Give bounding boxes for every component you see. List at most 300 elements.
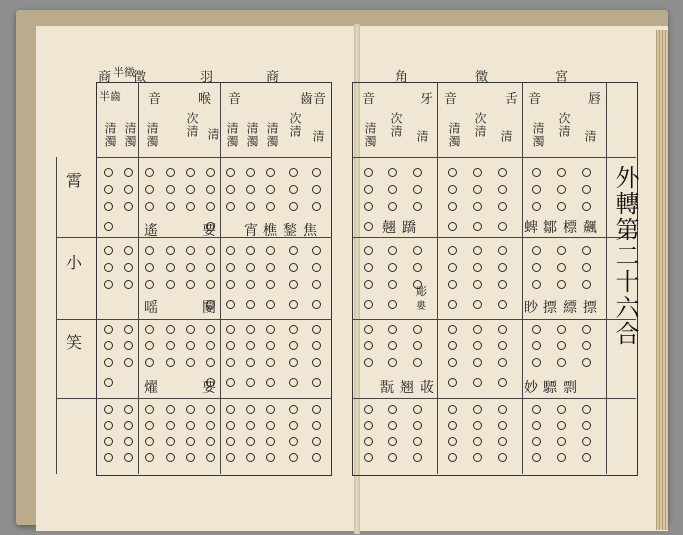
empty-circle-right-7-0 <box>364 300 373 309</box>
empty-circle-right-8-8 <box>582 325 591 334</box>
empty-circle-left-7-8 <box>266 300 275 309</box>
empty-circle-right-15-2 <box>413 453 422 462</box>
empty-circle-right-1-7 <box>557 185 566 194</box>
empty-circle-left-2-2 <box>145 202 154 211</box>
empty-circle-left-8-1 <box>124 325 133 334</box>
empty-circle-right-6-4 <box>473 280 482 289</box>
empty-circle-left-5-10 <box>312 263 321 272</box>
empty-circle-left-13-2 <box>145 421 154 430</box>
right-row-rule-3 <box>352 398 636 399</box>
empty-circle-left-9-10 <box>312 341 321 350</box>
left-side-char-3: 笑 <box>66 333 83 352</box>
empty-circle-right-4-3 <box>448 246 457 255</box>
empty-circle-left-14-9 <box>289 437 298 446</box>
empty-circle-left-14-7 <box>246 437 255 446</box>
empty-circle-right-6-8 <box>582 280 591 289</box>
empty-circle-right-4-2 <box>413 246 422 255</box>
right-voicing-4: 清濁 <box>447 122 461 148</box>
empty-circle-right-4-4 <box>473 246 482 255</box>
empty-circle-right-0-0 <box>364 168 373 177</box>
empty-circle-right-5-8 <box>582 263 591 272</box>
empty-circle-right-12-3 <box>448 405 457 414</box>
empty-circle-right-10-5 <box>498 358 507 367</box>
empty-circle-right-10-6 <box>532 358 541 367</box>
right-voicing-2: 次清 <box>389 112 403 138</box>
empty-circle-left-14-10 <box>312 437 321 446</box>
empty-circle-right-1-1 <box>388 185 397 194</box>
empty-circle-left-13-9 <box>289 421 298 430</box>
empty-circle-left-6-1 <box>124 280 133 289</box>
empty-circle-left-12-2 <box>145 405 154 414</box>
empty-circle-right-9-5 <box>498 341 507 350</box>
left-voicing-1: 清濁 <box>103 122 117 148</box>
empty-circle-left-7-7 <box>246 300 255 309</box>
empty-circle-left-9-9 <box>289 341 298 350</box>
empty-circle-left-4-5 <box>206 246 215 255</box>
empty-circle-right-15-8 <box>582 453 591 462</box>
left-row-6-char-2: 闄 <box>202 300 216 316</box>
empty-circle-right-12-4 <box>473 405 482 414</box>
empty-circle-right-4-7 <box>557 246 566 255</box>
empty-circle-right-12-0 <box>364 405 373 414</box>
empty-circle-left-4-6 <box>226 246 235 255</box>
empty-circle-left-5-1 <box>124 263 133 272</box>
empty-circle-right-15-3 <box>448 453 457 462</box>
empty-circle-right-15-5 <box>498 453 507 462</box>
right-row-6-char-5: 縹 <box>563 300 577 316</box>
empty-circle-left-14-5 <box>206 437 215 446</box>
left-row-9-char-1: 燿 <box>144 380 158 396</box>
empty-circle-left-14-3 <box>166 437 175 446</box>
empty-circle-left-1-9 <box>289 185 298 194</box>
empty-circle-left-0-8 <box>266 168 275 177</box>
right-col-header-3: 音 <box>444 92 458 107</box>
left-header-rule <box>96 157 332 158</box>
empty-circle-left-4-7 <box>246 246 255 255</box>
empty-circle-right-13-4 <box>473 421 482 430</box>
left-voicing-2: 清濁 <box>123 122 137 148</box>
empty-circle-right-6-1 <box>388 280 397 289</box>
empty-circle-left-5-8 <box>266 263 275 272</box>
empty-circle-right-14-7 <box>557 437 566 446</box>
empty-circle-left-13-0 <box>104 421 113 430</box>
empty-circle-right-1-0 <box>364 185 373 194</box>
right-row-3-char-4: 鄒 <box>543 220 557 236</box>
empty-circle-right-2-3 <box>448 202 457 211</box>
empty-circle-right-5-6 <box>532 263 541 272</box>
empty-circle-right-2-7 <box>557 202 566 211</box>
empty-circle-left-14-4 <box>186 437 195 446</box>
left-row-3-char-1: 遙 <box>144 223 158 239</box>
empty-circle-left-5-0 <box>104 263 113 272</box>
empty-circle-right-4-1 <box>388 246 397 255</box>
right-col-rule-1 <box>437 82 438 474</box>
page-edges <box>656 30 668 530</box>
empty-circle-left-6-9 <box>289 280 298 289</box>
empty-circle-left-0-3 <box>166 168 175 177</box>
right-row-9-char-3: 荍 <box>420 380 434 396</box>
empty-circle-left-2-9 <box>289 202 298 211</box>
empty-circle-left-12-3 <box>166 405 175 414</box>
empty-circle-right-12-1 <box>388 405 397 414</box>
empty-circle-right-4-8 <box>582 246 591 255</box>
empty-circle-right-13-6 <box>532 421 541 430</box>
right-voicing-7: 清濁 <box>531 122 545 148</box>
empty-circle-left-1-4 <box>186 185 195 194</box>
right-col-header-5: 音 <box>528 92 542 107</box>
left-voicing-8: 清濁 <box>265 122 279 148</box>
empty-circle-right-5-0 <box>364 263 373 272</box>
right-voicing-6: 清 <box>499 130 513 143</box>
left-col-header-3: 喉 <box>198 92 212 107</box>
empty-circle-right-9-3 <box>448 341 457 350</box>
empty-circle-left-9-1 <box>124 341 133 350</box>
empty-circle-right-5-4 <box>473 263 482 272</box>
empty-circle-left-15-2 <box>145 453 154 462</box>
empty-circle-right-8-7 <box>557 325 566 334</box>
empty-circle-left-15-1 <box>124 453 133 462</box>
empty-circle-right-10-2 <box>413 358 422 367</box>
left-row-3-char-4: 樵 <box>263 223 277 239</box>
empty-circle-right-12-5 <box>498 405 507 414</box>
empty-circle-right-0-4 <box>473 168 482 177</box>
left-col-rule-2 <box>220 82 221 474</box>
empty-circle-left-10-8 <box>266 358 275 367</box>
empty-circle-right-9-2 <box>413 341 422 350</box>
empty-circle-right-14-1 <box>388 437 397 446</box>
empty-circle-right-11-5 <box>498 378 507 387</box>
empty-circle-right-2-0 <box>364 202 373 211</box>
empty-circle-right-1-8 <box>582 185 591 194</box>
empty-circle-left-12-5 <box>206 405 215 414</box>
empty-circle-left-2-8 <box>266 202 275 211</box>
empty-circle-right-2-5 <box>498 202 507 211</box>
empty-circle-left-15-4 <box>186 453 195 462</box>
right-row-rule-2 <box>352 319 636 320</box>
empty-circle-left-9-6 <box>226 341 235 350</box>
empty-circle-left-11-5 <box>206 378 215 387</box>
empty-circle-right-12-8 <box>582 405 591 414</box>
left-col-rule-1 <box>138 82 139 474</box>
empty-circle-right-13-7 <box>557 421 566 430</box>
empty-circle-left-6-2 <box>145 280 154 289</box>
right-row-9-char-6: 剽 <box>563 380 577 396</box>
empty-circle-left-8-0 <box>104 325 113 334</box>
empty-circle-right-6-0 <box>364 280 373 289</box>
empty-circle-right-10-0 <box>364 358 373 367</box>
left-col-header-4: 音 <box>228 92 242 107</box>
empty-circle-left-8-10 <box>312 325 321 334</box>
empty-circle-left-4-8 <box>266 246 275 255</box>
empty-circle-left-10-0 <box>104 358 113 367</box>
right-col-header-6: 唇 <box>588 92 602 107</box>
empty-circle-left-14-1 <box>124 437 133 446</box>
right-row-6-char-2: 婁 <box>416 301 426 312</box>
right-col-header-1: 音 <box>362 92 376 107</box>
empty-circle-right-10-3 <box>448 358 457 367</box>
empty-circle-left-4-2 <box>145 246 154 255</box>
left-col-header-2: 音 <box>148 92 162 107</box>
right-row-6-char-6: 摽 <box>583 300 597 316</box>
empty-circle-left-12-4 <box>186 405 195 414</box>
left-mode-label-3: 徵 <box>133 70 147 85</box>
empty-circle-left-7-5 <box>206 300 215 309</box>
empty-circle-left-10-4 <box>186 358 195 367</box>
empty-circle-right-12-2 <box>413 405 422 414</box>
empty-circle-right-3-3 <box>448 222 457 231</box>
left-col-rule-3 <box>56 157 57 474</box>
right-row-9-char-4: 妙 <box>524 380 538 396</box>
empty-circle-right-0-6 <box>532 168 541 177</box>
empty-circle-right-1-2 <box>413 185 422 194</box>
empty-circle-left-9-5 <box>206 341 215 350</box>
empty-circle-left-8-4 <box>186 325 195 334</box>
empty-circle-right-13-2 <box>413 421 422 430</box>
empty-circle-left-10-9 <box>289 358 298 367</box>
empty-circle-right-8-0 <box>364 325 373 334</box>
empty-circle-left-0-10 <box>312 168 321 177</box>
empty-circle-left-8-2 <box>145 325 154 334</box>
empty-circle-right-15-0 <box>364 453 373 462</box>
empty-circle-left-15-5 <box>206 453 215 462</box>
empty-circle-right-10-1 <box>388 358 397 367</box>
empty-circle-right-10-4 <box>473 358 482 367</box>
right-voicing-8: 次清 <box>557 112 571 138</box>
right-header-rule <box>352 157 636 158</box>
empty-circle-left-1-2 <box>145 185 154 194</box>
empty-circle-right-8-4 <box>473 325 482 334</box>
left-row-3-char-5: 鍫 <box>283 223 297 239</box>
empty-circle-right-15-4 <box>473 453 482 462</box>
empty-circle-left-4-1 <box>124 246 133 255</box>
empty-circle-left-0-2 <box>145 168 154 177</box>
empty-circle-left-4-0 <box>104 246 113 255</box>
empty-circle-right-15-7 <box>557 453 566 462</box>
empty-circle-left-15-8 <box>266 453 275 462</box>
right-row-3-char-1: 翹 <box>382 220 396 236</box>
empty-circle-left-14-8 <box>266 437 275 446</box>
empty-circle-left-15-7 <box>246 453 255 462</box>
empty-circle-left-4-4 <box>186 246 195 255</box>
empty-circle-left-0-6 <box>226 168 235 177</box>
empty-circle-right-10-8 <box>582 358 591 367</box>
empty-circle-right-14-0 <box>364 437 373 446</box>
right-row-9-char-2: 翘 <box>400 380 414 396</box>
empty-circle-right-5-7 <box>557 263 566 272</box>
empty-circle-left-6-6 <box>226 280 235 289</box>
empty-circle-left-1-0 <box>104 185 113 194</box>
empty-circle-right-8-6 <box>532 325 541 334</box>
left-col-header-1: 半齒 <box>99 90 121 103</box>
left-col-header-5: 齒音 <box>300 92 327 107</box>
empty-circle-left-11-7 <box>246 378 255 387</box>
empty-circle-right-0-1 <box>388 168 397 177</box>
empty-circle-left-15-10 <box>312 453 321 462</box>
right-voicing-9: 清 <box>583 130 597 143</box>
empty-circle-right-14-6 <box>532 437 541 446</box>
left-voicing-6: 清濁 <box>225 122 239 148</box>
left-row-6-char-1: 嗂 <box>144 300 158 316</box>
empty-circle-left-15-9 <box>289 453 298 462</box>
empty-circle-left-13-7 <box>246 421 255 430</box>
empty-circle-left-9-7 <box>246 341 255 350</box>
empty-circle-left-13-10 <box>312 421 321 430</box>
empty-circle-left-2-0 <box>104 202 113 211</box>
empty-circle-right-15-6 <box>532 453 541 462</box>
empty-circle-right-0-3 <box>448 168 457 177</box>
empty-circle-left-3-5 <box>206 222 215 231</box>
left-voicing-9: 次清 <box>288 112 302 138</box>
empty-circle-left-5-3 <box>166 263 175 272</box>
right-row-3-char-6: 飆 <box>583 220 597 236</box>
empty-circle-right-5-2 <box>413 263 422 272</box>
empty-circle-right-3-4 <box>473 222 482 231</box>
left-mode-label-1: 商 <box>266 70 280 85</box>
empty-circle-right-12-6 <box>532 405 541 414</box>
empty-circle-right-9-7 <box>557 341 566 350</box>
left-side-char-2: 小 <box>66 253 83 272</box>
left-row-3-char-6: 焦 <box>303 223 317 239</box>
empty-circle-right-6-7 <box>557 280 566 289</box>
empty-circle-left-2-3 <box>166 202 175 211</box>
empty-circle-left-10-1 <box>124 358 133 367</box>
empty-circle-right-8-5 <box>498 325 507 334</box>
empty-circle-left-6-10 <box>312 280 321 289</box>
right-row-6-char-1: 彫 <box>416 285 427 298</box>
left-voicing-7: 清濁 <box>245 122 259 148</box>
empty-circle-right-0-2 <box>413 168 422 177</box>
empty-circle-right-6-3 <box>448 280 457 289</box>
empty-circle-left-12-8 <box>266 405 275 414</box>
empty-circle-right-4-0 <box>364 246 373 255</box>
left-voicing-10: 清 <box>311 130 325 143</box>
empty-circle-left-8-3 <box>166 325 175 334</box>
right-row-3-char-2: 蹻 <box>402 220 416 236</box>
empty-circle-left-9-2 <box>145 341 154 350</box>
left-voicing-5: 清 <box>206 128 220 141</box>
empty-circle-right-2-1 <box>388 202 397 211</box>
empty-circle-left-2-4 <box>186 202 195 211</box>
empty-circle-right-5-5 <box>498 263 507 272</box>
left-mode-label-2: 羽 <box>200 70 214 85</box>
empty-circle-right-9-8 <box>582 341 591 350</box>
empty-circle-right-13-5 <box>498 421 507 430</box>
right-row-6-char-3: 眇 <box>524 300 538 316</box>
empty-circle-left-5-6 <box>226 263 235 272</box>
empty-circle-left-10-3 <box>166 358 175 367</box>
left-row-9-char-2: 要 <box>202 380 216 396</box>
empty-circle-right-1-5 <box>498 185 507 194</box>
empty-circle-left-1-6 <box>226 185 235 194</box>
right-mode-label-2: 徵 <box>475 70 489 85</box>
empty-circle-left-0-5 <box>206 168 215 177</box>
empty-circle-left-10-5 <box>206 358 215 367</box>
empty-circle-left-9-3 <box>166 341 175 350</box>
empty-circle-left-13-6 <box>226 421 235 430</box>
empty-circle-left-12-1 <box>124 405 133 414</box>
empty-circle-left-9-0 <box>104 341 113 350</box>
empty-circle-left-1-10 <box>312 185 321 194</box>
empty-circle-right-10-7 <box>557 358 566 367</box>
empty-circle-right-2-4 <box>473 202 482 211</box>
right-row-6-char-4: 摽 <box>543 300 557 316</box>
empty-circle-right-5-1 <box>388 263 397 272</box>
empty-circle-left-8-7 <box>246 325 255 334</box>
empty-circle-right-2-6 <box>532 202 541 211</box>
empty-circle-right-7-1 <box>388 300 397 309</box>
empty-circle-left-6-3 <box>166 280 175 289</box>
right-col-rule-3 <box>606 82 607 474</box>
empty-circle-right-14-8 <box>582 437 591 446</box>
left-row-3-char-3: 宵 <box>244 223 258 239</box>
empty-circle-right-6-5 <box>498 280 507 289</box>
empty-circle-right-1-3 <box>448 185 457 194</box>
empty-circle-right-9-0 <box>364 341 373 350</box>
right-mode-label-1: 角 <box>395 70 409 85</box>
left-row-3-char-2: 要 <box>202 223 216 239</box>
empty-circle-right-4-6 <box>532 246 541 255</box>
empty-circle-right-0-5 <box>498 168 507 177</box>
empty-circle-right-13-0 <box>364 421 373 430</box>
empty-circle-left-2-7 <box>246 202 255 211</box>
empty-circle-left-4-9 <box>289 246 298 255</box>
empty-circle-left-13-5 <box>206 421 215 430</box>
empty-circle-left-2-10 <box>312 202 321 211</box>
empty-circle-right-13-3 <box>448 421 457 430</box>
empty-circle-left-10-6 <box>226 358 235 367</box>
right-voicing-3: 清 <box>415 130 429 143</box>
empty-circle-right-14-4 <box>473 437 482 446</box>
right-voicing-5: 次清 <box>473 112 487 138</box>
empty-circle-left-13-4 <box>186 421 195 430</box>
left-mode-label-4: 半徵 <box>113 66 135 79</box>
empty-circle-left-1-7 <box>246 185 255 194</box>
right-row-9-char-1: 翫 <box>380 380 394 396</box>
empty-circle-left-7-6 <box>226 300 235 309</box>
left-side-char-1: 霄 <box>66 171 83 190</box>
empty-circle-left-8-8 <box>266 325 275 334</box>
empty-circle-left-13-3 <box>166 421 175 430</box>
empty-circle-left-5-2 <box>145 263 154 272</box>
empty-circle-right-3-0 <box>364 222 373 231</box>
empty-circle-left-0-9 <box>289 168 298 177</box>
empty-circle-left-1-5 <box>206 185 215 194</box>
empty-circle-left-6-4 <box>186 280 195 289</box>
empty-circle-right-8-2 <box>413 325 422 334</box>
empty-circle-right-8-1 <box>388 325 397 334</box>
empty-circle-left-15-3 <box>166 453 175 462</box>
empty-circle-left-13-8 <box>266 421 275 430</box>
empty-circle-left-12-10 <box>312 405 321 414</box>
empty-circle-left-3-0 <box>104 222 113 231</box>
empty-circle-right-6-6 <box>532 280 541 289</box>
empty-circle-left-11-9 <box>289 378 298 387</box>
left-voicing-4: 次清 <box>185 112 199 138</box>
empty-circle-left-2-5 <box>206 202 215 211</box>
empty-circle-right-7-5 <box>498 300 507 309</box>
right-col-header-2: 牙 <box>420 92 434 107</box>
empty-circle-left-9-4 <box>186 341 195 350</box>
empty-circle-left-4-3 <box>166 246 175 255</box>
left-row-rule-3 <box>56 398 332 399</box>
empty-circle-left-8-6 <box>226 325 235 334</box>
empty-circle-left-5-4 <box>186 263 195 272</box>
empty-circle-left-12-6 <box>226 405 235 414</box>
empty-circle-left-14-6 <box>226 437 235 446</box>
empty-circle-right-5-3 <box>448 263 457 272</box>
empty-circle-right-13-8 <box>582 421 591 430</box>
empty-circle-left-0-1 <box>124 168 133 177</box>
